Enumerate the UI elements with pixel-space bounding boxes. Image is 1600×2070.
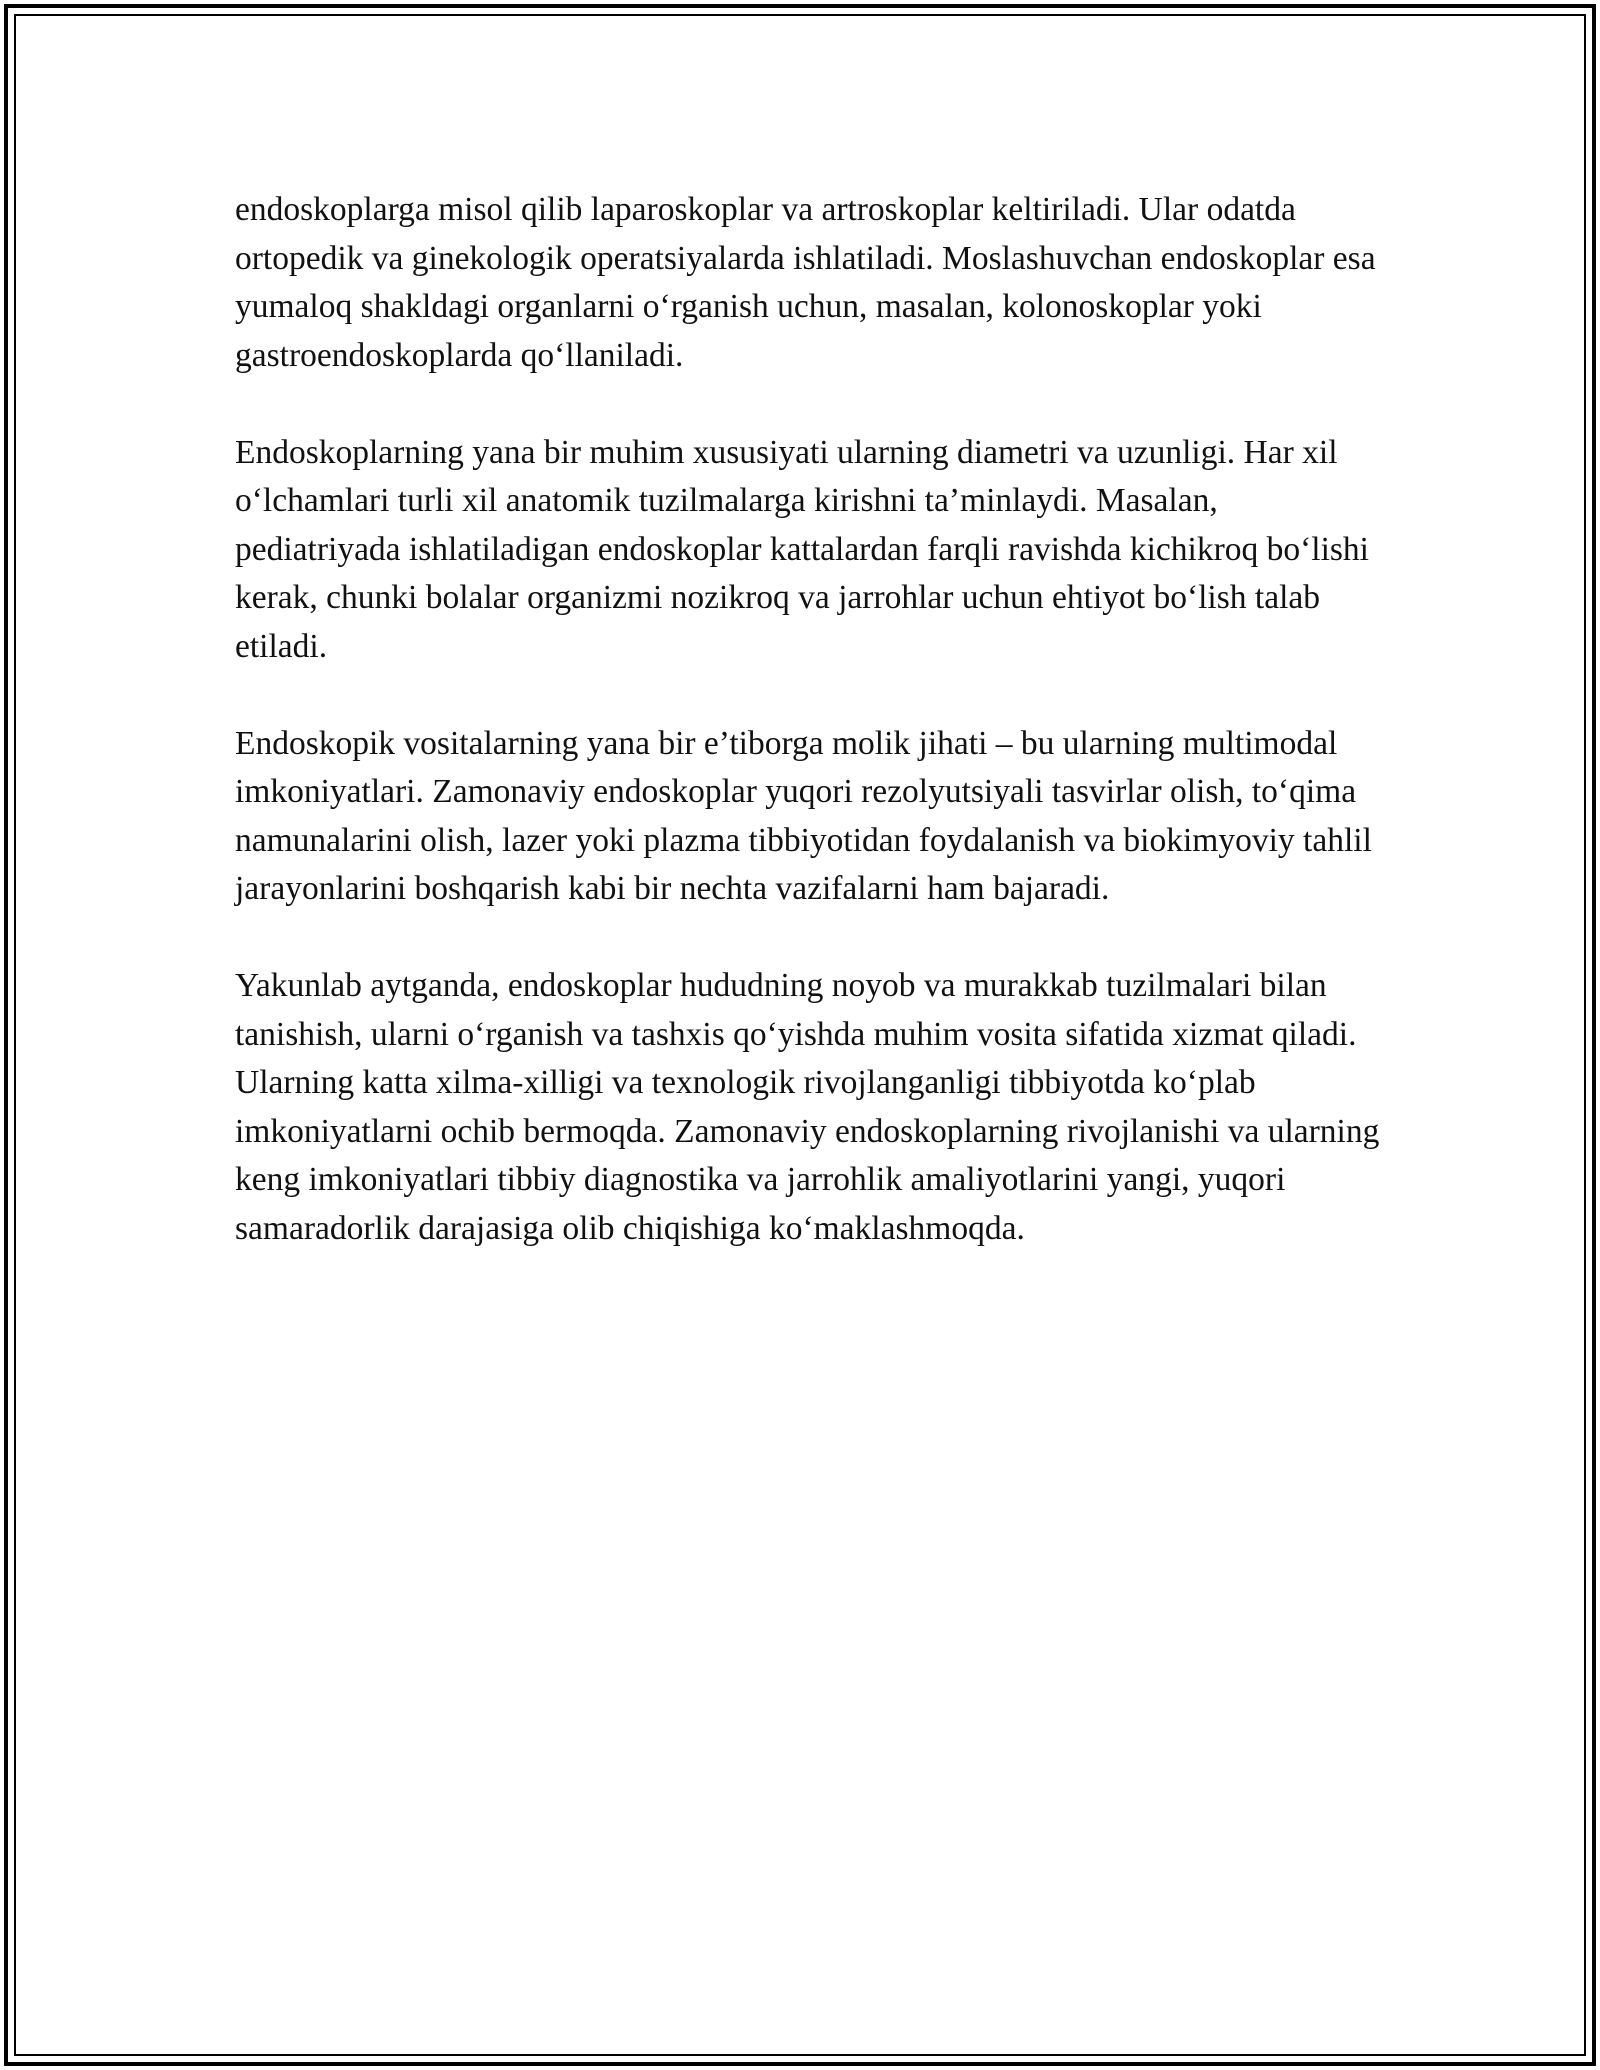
paragraph-3: Endoskopik vositalarning yana bir e’tiborga molik jihati – bu ularning multimodal imkoniyatlari. Zamonaviy endoskoplar yuqori rezolyutsiyali tasvirlar olish, to‘qima namunalarini olish, lazer yoki plazma tibbiyotidan foydalanish va biokimyoviy tahlil jarayonlarini boshqarish kabi bir nechta vazifalarni ham bajaradi.	[235, 724, 1372, 907]
document-body	[235, 186, 1380, 1302]
paragraph-2: Endoskoplarning yana bir muhim xususiyati ularning diametri va uzunligi. Har xil o‘lchamlari turli xil anatomik tuzilmalarga kirishni ta’minlaydi. Masalan, pediatriyada ishlatiladigan endoskoplar kattalardan farqli ravishda kichikroq bo‘lishi kerak, chunki bolalar organizmi nozikroq va jarrohlar uchun ehtiyot bo‘lish talab etiladi.	[235, 433, 1369, 665]
paragraph-1: endoskoplarga misol qilib laparoskoplar va artroskoplar keltiriladi. Ular odatda ortopedik va ginekologik operatsiyalarda ishlatiladi. Moslashuvchan endoskoplar esa yumaloq shakldagi organlarni o‘rganish uchun, masalan, kolonoskoplar yoki gastroendoskoplarda qo‘llaniladi.	[235, 191, 1376, 374]
paragraph-4: Yakunlab aytganda, endoskoplar hududning noyob va murakkab tuzilmalari bilan tanishish, ularni o‘rganish va tashxis qo‘yishda muhim vosita sifatida xizmat qiladi. Ularning katta xilma-xilligi va texnologik rivojlanganligi tibbiyotda ko‘plab imkoniyatlarni ochib bermoqda. Zamonaviy endoskoplarning rivojlanishi va ularning keng imkoniyatlari tibbiy diagnostika va jarrohlik amaliyotlarini yangi, yuqori samaradorlik darajasiga olib chiqishiga ko‘maklashmoqda.	[235, 967, 1380, 1247]
